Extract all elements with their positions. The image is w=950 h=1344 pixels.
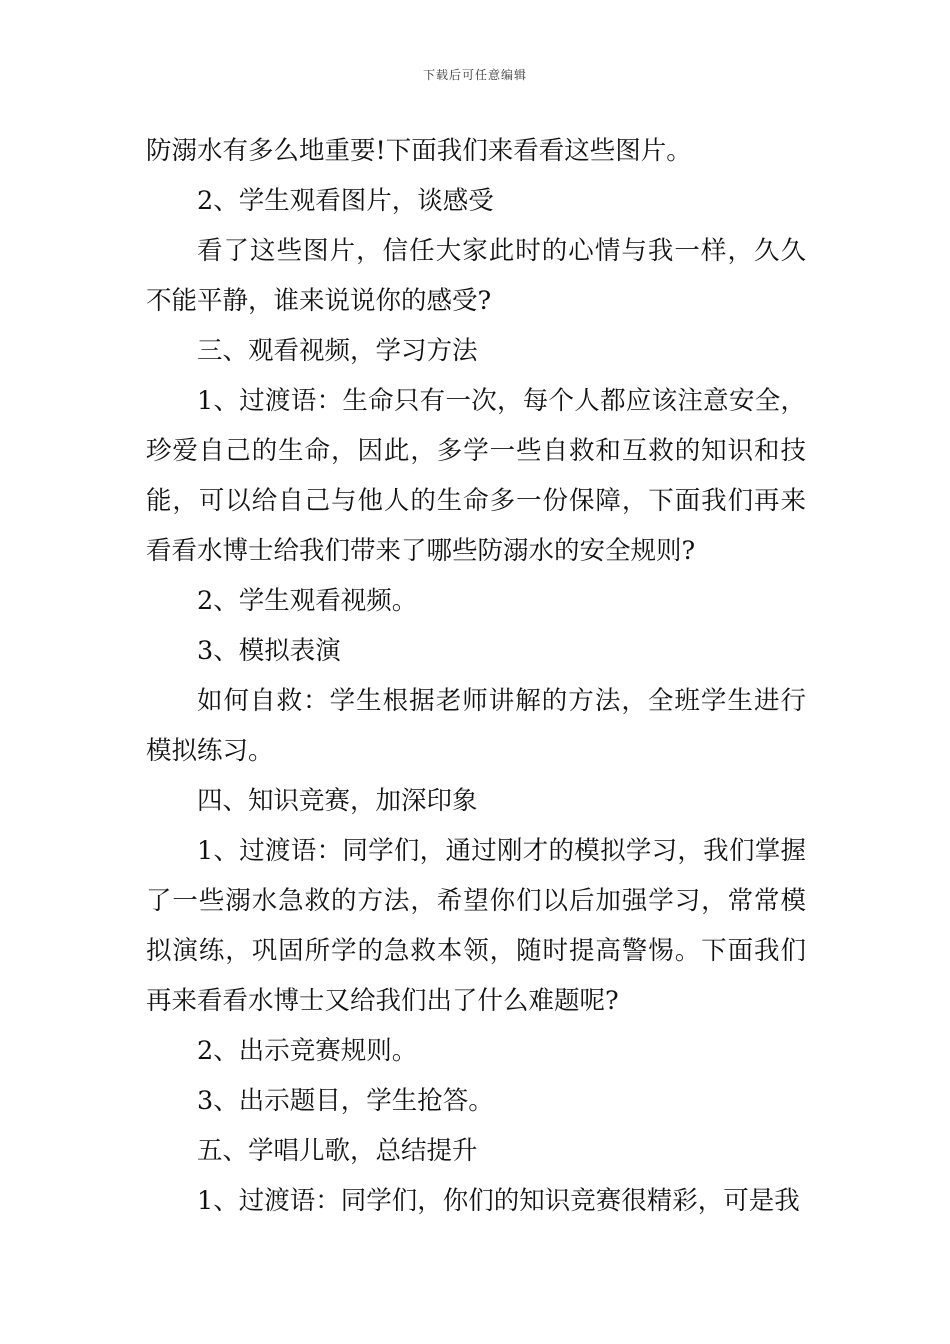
paragraph: 防溺水有多么地重要!下面我们来看看这些图片。 [146, 136, 692, 166]
paragraph: 1、过渡语：生命只有一次，每个人都应该注意安全，珍爱自己的生命，因此，多学一些自救和互救的知识和技能，可以给自己与他人的生命多一份保障，下面我们再来看看水博士给我们带来了哪些防溺水的安全规则? [146, 386, 806, 566]
paragraph: 2、学生观看视频。 [197, 586, 418, 616]
paragraph: 2、出示竞赛规则。 [197, 1036, 418, 1066]
paragraph: 1、过渡语：同学们，你们的知识竞赛很精彩，可是我 [197, 1186, 800, 1216]
paragraph: 2、学生观看图片，谈感受 [197, 186, 494, 216]
section-heading: 四、知识竞赛，加深印象 [197, 786, 478, 816]
section-heading: 三、观看视频，学习方法 [197, 336, 478, 366]
paragraph: 3、模拟表演 [197, 636, 341, 666]
paragraph: 如何自救：学生根据老师讲解的方法，全班学生进行模拟练习。 [146, 686, 806, 766]
page-header: 下载后可任意编辑 [422, 68, 527, 82]
section-heading: 五、学唱儿歌，总结提升 [197, 1136, 478, 1166]
paragraph: 看了这些图片，信任大家此时的心情与我一样，久久不能平静，谁来说说你的感受? [146, 236, 806, 316]
paragraph: 1、过渡语：同学们，通过刚才的模拟学习，我们掌握了一些溺水急救的方法，希望你们以后加强学习，常常模拟演练，巩固所学的急救本领，随时提高警惕。下面我们再来看看水博士又给我们出了什么难题呢? [146, 836, 806, 1016]
document-body [146, 126, 806, 1226]
paragraph: 3、出示题目，学生抢答。 [197, 1086, 494, 1116]
